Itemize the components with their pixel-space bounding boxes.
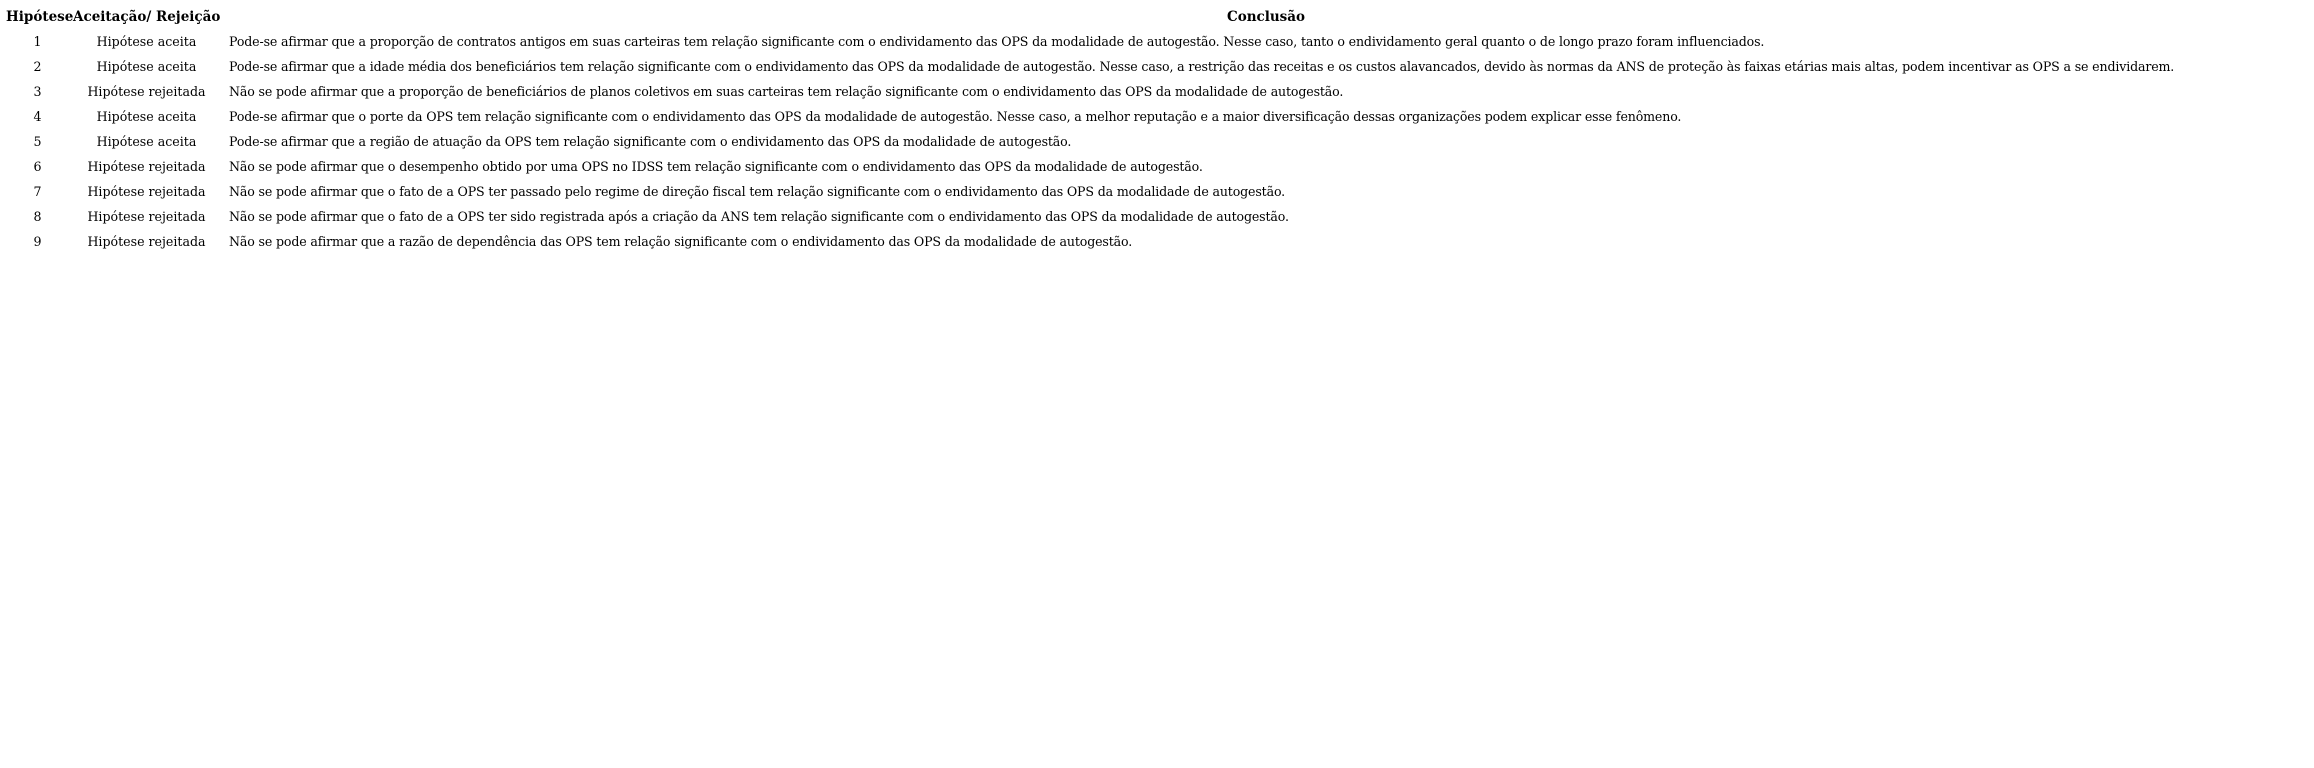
cell-conclusao: Não se pode afirmar que a proporção de beneficiários de planos coletivos em suas carteiras tem relação significante com o endividamento das OPS da modalidade de autogestão. [229,84,1344,99]
table-row [4,104,2310,129]
cell-status: Hipótese rejeitada [87,209,206,224]
header-row [4,4,2310,29]
cell-conclusao: Pode-se afirmar que a região de atuação da OPS tem relação significante com o endividamento das OPS da modalidade de autogestão. [229,134,1072,149]
cell-hipotese: 9 [33,234,42,249]
table-row [4,29,2310,54]
cell-conclusao: Pode-se afirmar que o porte da OPS tem relação significante com o endividamento das OPS da modalidade de autogestão. Nesse caso, a melhor reputação e a maior diversificação dessas organizações podem explicar esse fenômeno. [229,109,1682,124]
cell-status: Hipótese rejeitada [87,84,206,99]
cell-status: Hipótese rejeitada [87,234,206,249]
results-sheet [4,4,2310,254]
cell-hipotese: 8 [33,209,42,224]
cell-hipotese: 7 [33,184,42,199]
table-row [4,154,2310,179]
table-row [4,79,2310,104]
cell-hipotese: 2 [33,59,42,74]
hypothesis-table [4,4,2310,254]
cell-hipotese: 4 [33,109,42,124]
cell-conclusao: Pode-se afirmar que a idade média dos beneficiários tem relação significante com o endividamento das OPS da modalidade de autogestão. Nesse caso, a restrição das receitas e os custos alavancados, devido às normas da ANS de proteção às faixas etárias mais altas, podem incentivar as OPS a se endividarem. [229,59,2175,74]
cell-conclusao: Pode-se afirmar que a proporção de contratos antigos em suas carteiras tem relação significante com o endividamento das OPS da modalidade de autogestão. Nesse caso, tanto o endividamento geral quanto o de longo prazo foram influenciados. [229,34,1765,49]
cell-hipotese: 3 [33,84,42,99]
table-row [4,229,2310,254]
cell-status: Hipótese aceita [96,34,197,49]
cell-status: Hipótese aceita [96,59,197,74]
table-row [4,204,2310,229]
table-row [4,179,2310,204]
header-conclusao: Conclusão [1226,8,1306,25]
cell-status: Hipótese aceita [96,134,197,149]
cell-hipotese: 6 [33,159,42,174]
cell-status: Hipótese aceita [96,109,197,124]
table-row [4,129,2310,154]
header-hipotese: Hipótese [6,8,74,25]
cell-conclusao: Não se pode afirmar que o fato de a OPS ter passado pelo regime de direção fiscal tem relação significante com o endividamento das OPS da modalidade de autogestão. [229,184,1286,199]
cell-hipotese: 1 [33,34,42,49]
table-row [4,54,2310,79]
cell-conclusao: Não se pode afirmar que o fato de a OPS ter sido registrada após a criação da ANS tem relação significante com o endividamento das OPS da modalidade de autogestão. [229,209,1289,224]
cell-status: Hipótese rejeitada [87,184,206,199]
header-aceitacao-rejeicao: Aceitação/ Rejeição [73,8,221,25]
cell-conclusao: Não se pode afirmar que a razão de dependência das OPS tem relação significante com o endividamento das OPS da modalidade de autogestão. [229,234,1133,249]
cell-status: Hipótese rejeitada [87,159,206,174]
cell-conclusao: Não se pode afirmar que o desempenho obtido por uma OPS no IDSS tem relação significante com o endividamento das OPS da modalidade de autogestão. [229,159,1203,174]
cell-hipotese: 5 [33,134,42,149]
